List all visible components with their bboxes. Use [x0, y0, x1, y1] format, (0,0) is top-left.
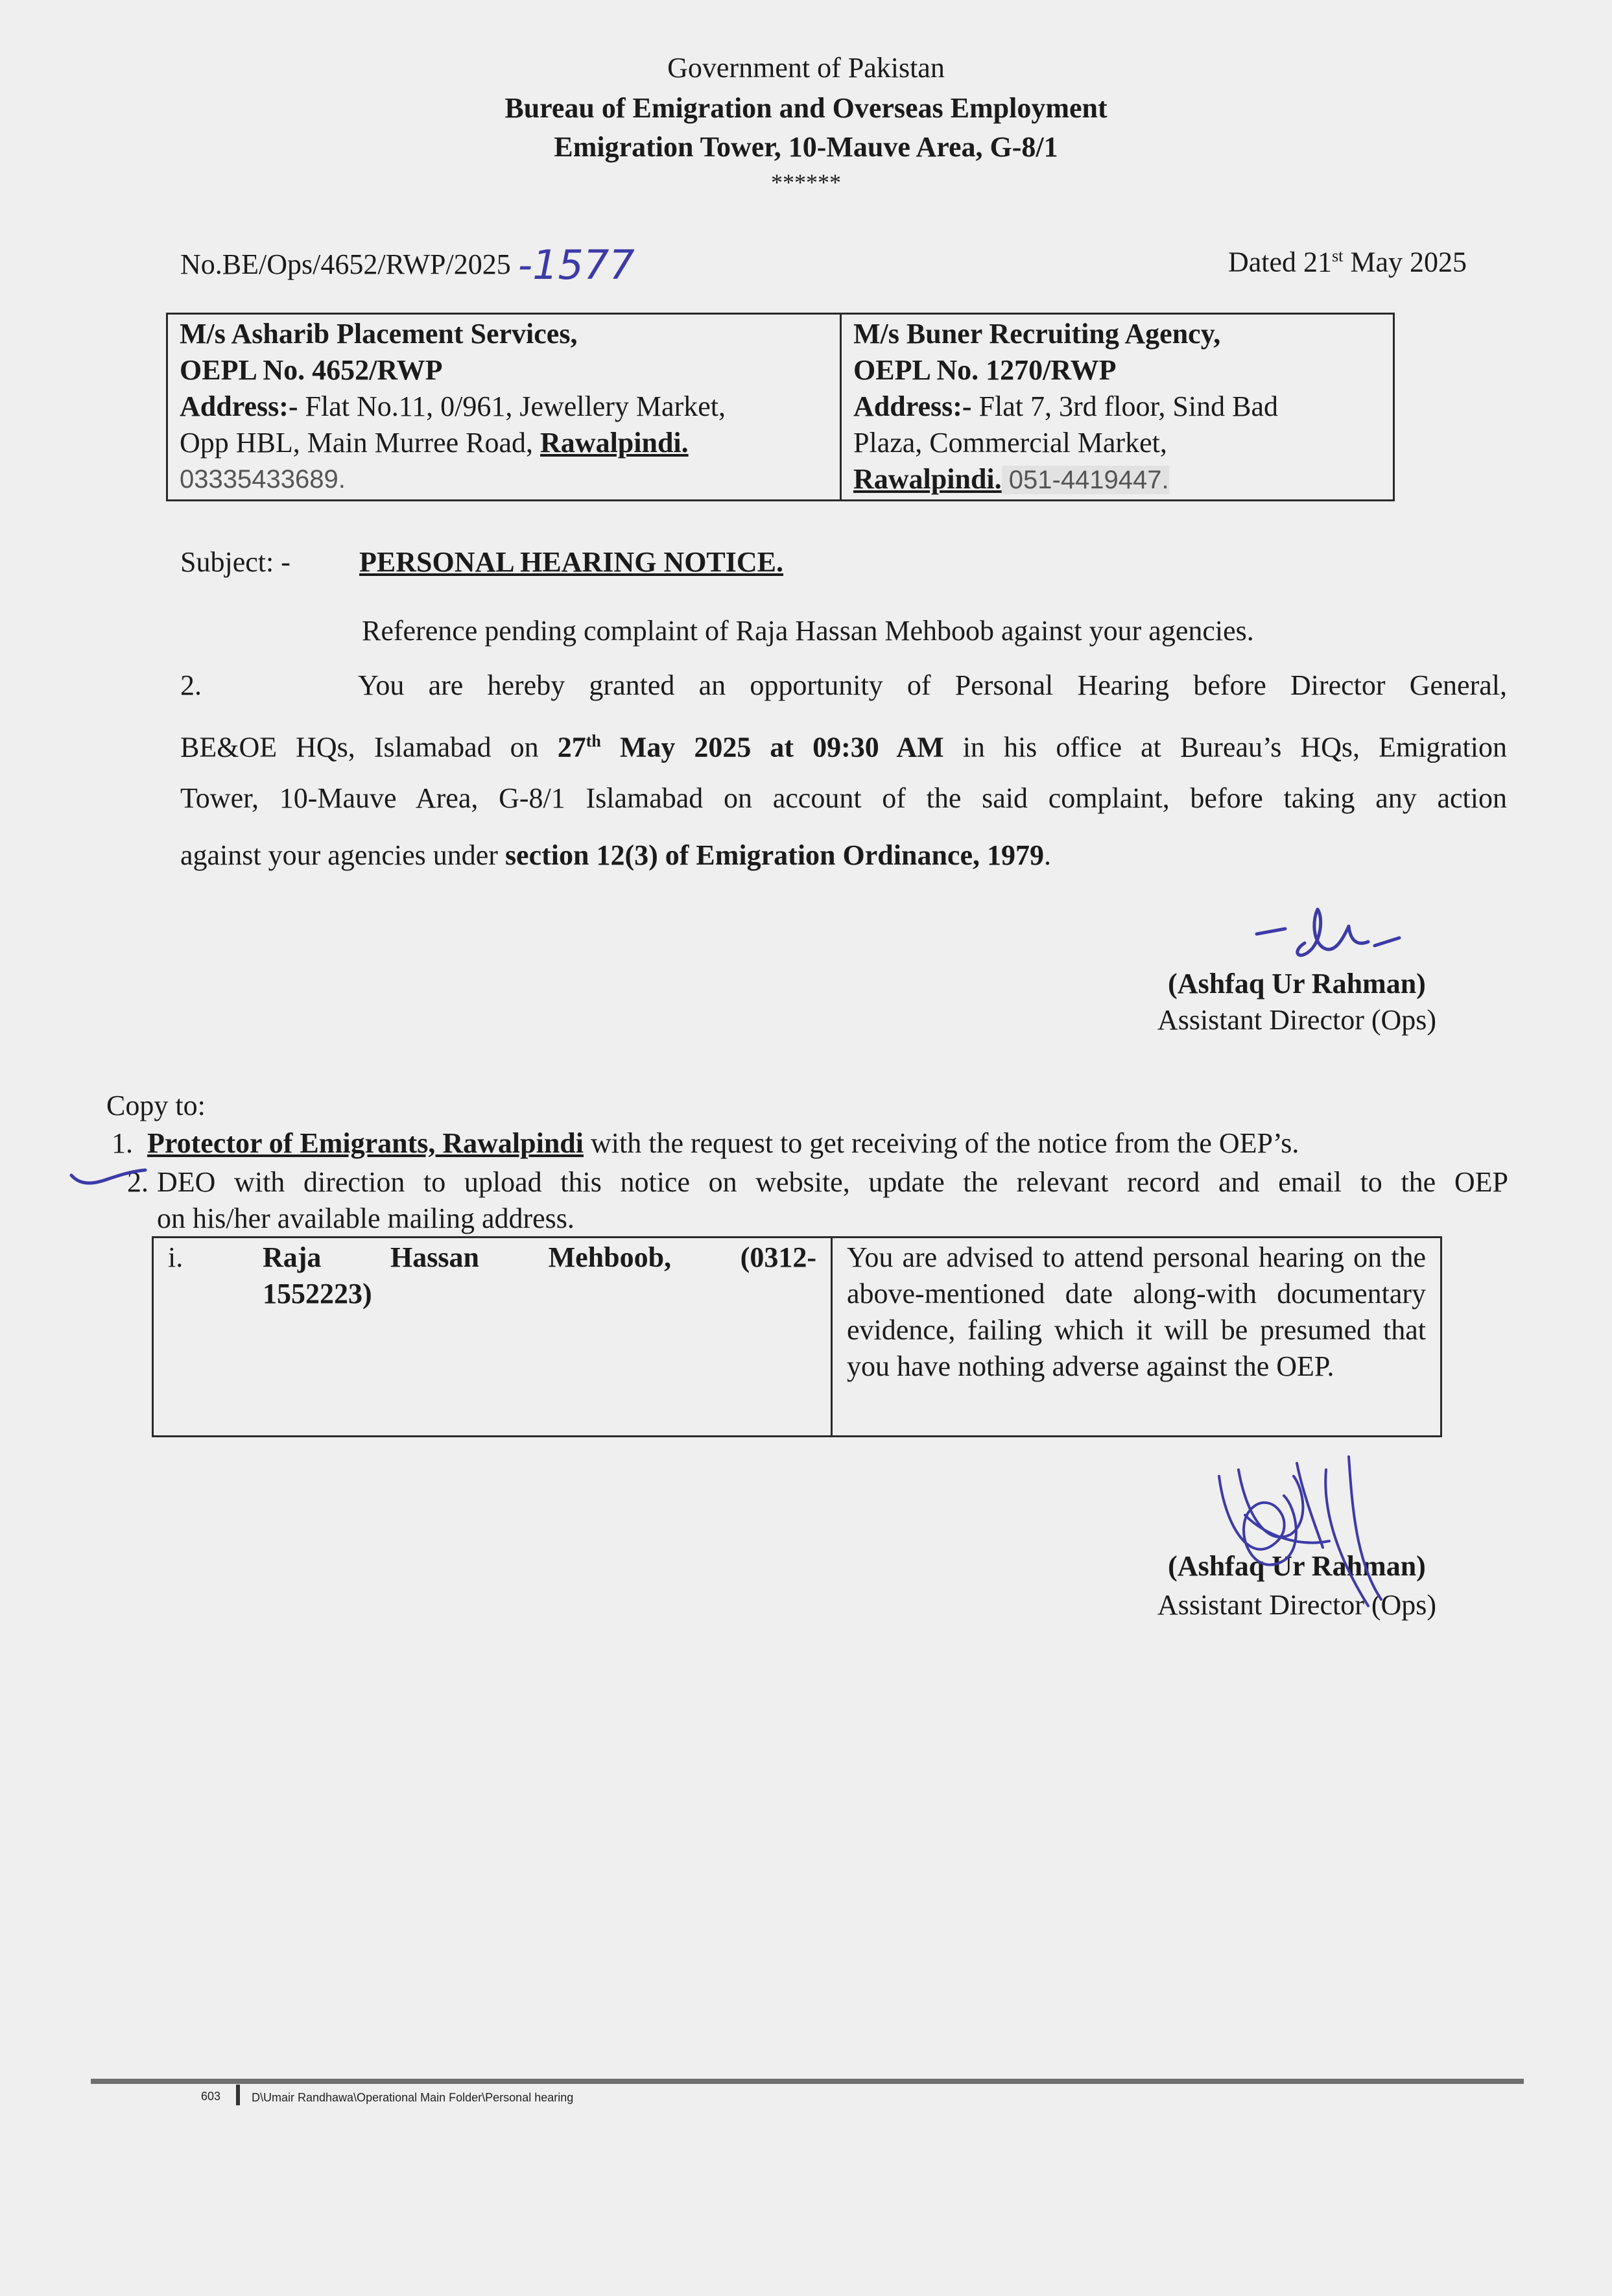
- signatory-designation-2: Assistant Director (Ops): [1157, 1589, 1437, 1621]
- copy-to-item-2-number: 2.: [127, 1166, 148, 1198]
- signatory-name-2: (Ashfaq Ur Rahman): [1168, 1550, 1426, 1582]
- signatory-name-1: (Ashfaq Ur Rahman): [1168, 968, 1426, 999]
- tick-mark-icon: [67, 1164, 152, 1196]
- complainant-phone: 1552223): [263, 1278, 372, 1309]
- copy-to-item-2-line-2: on his/her available mailing address.: [157, 1202, 575, 1234]
- letterhead-line-1: Government of Pakistan: [667, 52, 945, 84]
- addressees-table: [166, 313, 1395, 501]
- letterhead-stars: ******: [771, 169, 841, 195]
- footer-code: 603: [201, 2090, 221, 2103]
- paragraph-2-line-2: BE&OE HQs, Islamabad on 27th May 2025 at 09:30 AM in his office at Bureau’s HQs, Emigration: [180, 731, 1508, 763]
- complainant-cell: [153, 1238, 832, 1437]
- addressee-left: M/s Asharib Placement Services, OEPL No. 4652/RWP Address:- Flat No.11, 0/961, Jewellery Market, Opp HBL, Main Murree Road, Rawalpindi. 03335433689.: [167, 314, 841, 501]
- footer-rule: [91, 2079, 1524, 2084]
- signatory-designation-1: Assistant Director (Ops): [1157, 1004, 1437, 1036]
- initials-signature-1: [1245, 900, 1414, 972]
- paragraph-2-line-1: You are hereby granted an opportunity of Personal Hearing before Director General,: [358, 669, 1507, 701]
- addressee-right-phone: 051-4419447.: [1001, 466, 1169, 494]
- copy-to-item-1: 1. Protector of Emigrants, Rawalpindi with the request to get receiving of the notice from the OEP’s.: [112, 1127, 1299, 1159]
- complainant-table: [152, 1236, 1442, 1437]
- complainant-advice: You are advised to attend personal hearing on the above-mentioned date along-with documentary evidence, failing which it will be presumed that you have nothing adverse against the OEP.: [832, 1238, 1441, 1437]
- paragraph-2-line-4: against your agencies under section 12(3) of Emigration Ordinance, 1979.: [180, 839, 1051, 871]
- copy-to-heading: Copy to:: [106, 1090, 206, 1121]
- letterhead-line-2: Bureau of Emigration and Overseas Employment: [504, 92, 1108, 124]
- addressee-right: M/s Buner Recruiting Agency, OEPL No. 1270/RWP Address:- Flat 7, 3rd floor, Sind Bad Plaza, Commercial Market, Rawalpindi. 051-4419447.: [841, 314, 1394, 501]
- footer-divider: [236, 2085, 240, 2105]
- letterhead-line-3: Emigration Tower, 10-Mauve Area, G-8/1: [554, 131, 1058, 163]
- complainant-name: Raja Hassan Mehboob, (0312-: [263, 1241, 816, 1273]
- footer-file-path: D\Umair Randhawa\Operational Main Folder\Personal hearing: [252, 2091, 574, 2104]
- letter-date: Dated 21st May 2025: [1228, 246, 1467, 278]
- paragraph-2-line-3: Tower, 10-Mauve Area, G-8/1 Islamabad on account of the said complaint, before taking any action: [180, 782, 1507, 814]
- paragraph-1: Reference pending complaint of Raja Hassan Mehboob against your agencies.: [362, 615, 1254, 647]
- reference-number: No.BE/Ops/4652/RWP/2025 -1577: [180, 241, 635, 289]
- handwritten-dispatch-number: -1577: [517, 241, 635, 289]
- copy-to-item-2-line-1: DEO with direction to upload this notice on website, update the relevant record and email to the OEP: [157, 1166, 1508, 1198]
- subject-label: Subject: -: [180, 546, 290, 578]
- subject-title: PERSONAL HEARING NOTICE.: [359, 546, 784, 578]
- handwritten-signature-2: [1206, 1450, 1407, 1619]
- complainant-index: i.: [168, 1241, 184, 1273]
- addressee-left-phone: 03335433689.: [180, 465, 346, 494]
- paragraph-2-number: 2.: [180, 669, 202, 701]
